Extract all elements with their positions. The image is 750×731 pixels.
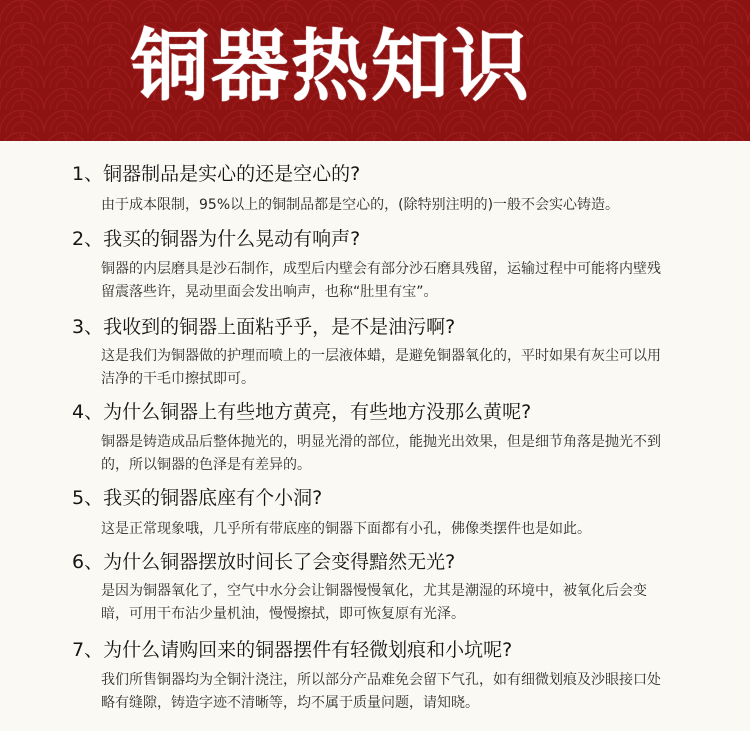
- faq-question-4: 4、为什么铜器上有些地方黄亮，有些地方没那么黄呢?: [72, 401, 532, 423]
- faq-answer-4: 铜器是铸造成品后整体抛光的，明显光滑的部位，能抛光出效果，但是细节角落是抛光不到的，所以铜器的色泽是有差异的。: [101, 434, 661, 473]
- faq-answer-3: 这是我们为铜器做的护理而喷上的一层液体蜡，是避免铜器氧化的，平时如果有灰尘可以用洁净的干毛巾擦拭即可。: [101, 348, 661, 387]
- faq-question-3: 3、我收到的铜器上面粘乎乎，是不是油污啊?: [72, 316, 456, 338]
- faq-answer-2: 铜器的内层磨具是沙石制作，成型后内壁会有部分沙石磨具残留，运输过程中可能将内壁残留震落些许，晃动里面会发出响声，也称“肚里有宝”。: [101, 261, 661, 300]
- faq-question-1: 1、铜器制品是实心的还是空心的?: [72, 163, 361, 185]
- faq-question-6: 6、为什么铜器摆放时间长了会变得黯然无光?: [72, 551, 456, 573]
- header-banner: [0, 0, 750, 141]
- faq-answer-1: 由于成本限制，95%以上的铜制品都是空心的，(除特别注明的)一般不会实心铸造。: [101, 197, 620, 213]
- faq-question-7: 7、为什么请购回来的铜器摆件有轻微划痕和小坑呢?: [72, 639, 513, 661]
- faq-question-2: 2、我买的铜器为什么晃动有响声?: [72, 228, 361, 250]
- faq-answer-6: 是因为铜器氧化了，空气中水分会让铜器慢慢氧化，尤其是潮湿的环境中，被氧化后会变暗，可用干布沾少量机油，慢慢擦拭，即可恢复原有光泽。: [101, 583, 647, 622]
- page-title: 铜器热知识: [131, 22, 532, 112]
- faq-answer-7: 我们所售铜器均为全铜汁浇注，所以部分产品难免会留下气孔，如有细微划痕及沙眼接口处略有缝隙，铸造字迹不清晰等，均不属于质量问题，请知晓。: [101, 672, 661, 711]
- faq-question-5: 5、我买的铜器底座有个小洞?: [72, 487, 323, 509]
- faq-answer-5: 这是正常现象哦，几乎所有带底座的铜器下面都有小孔，佛像类摆件也是如此。: [101, 521, 591, 537]
